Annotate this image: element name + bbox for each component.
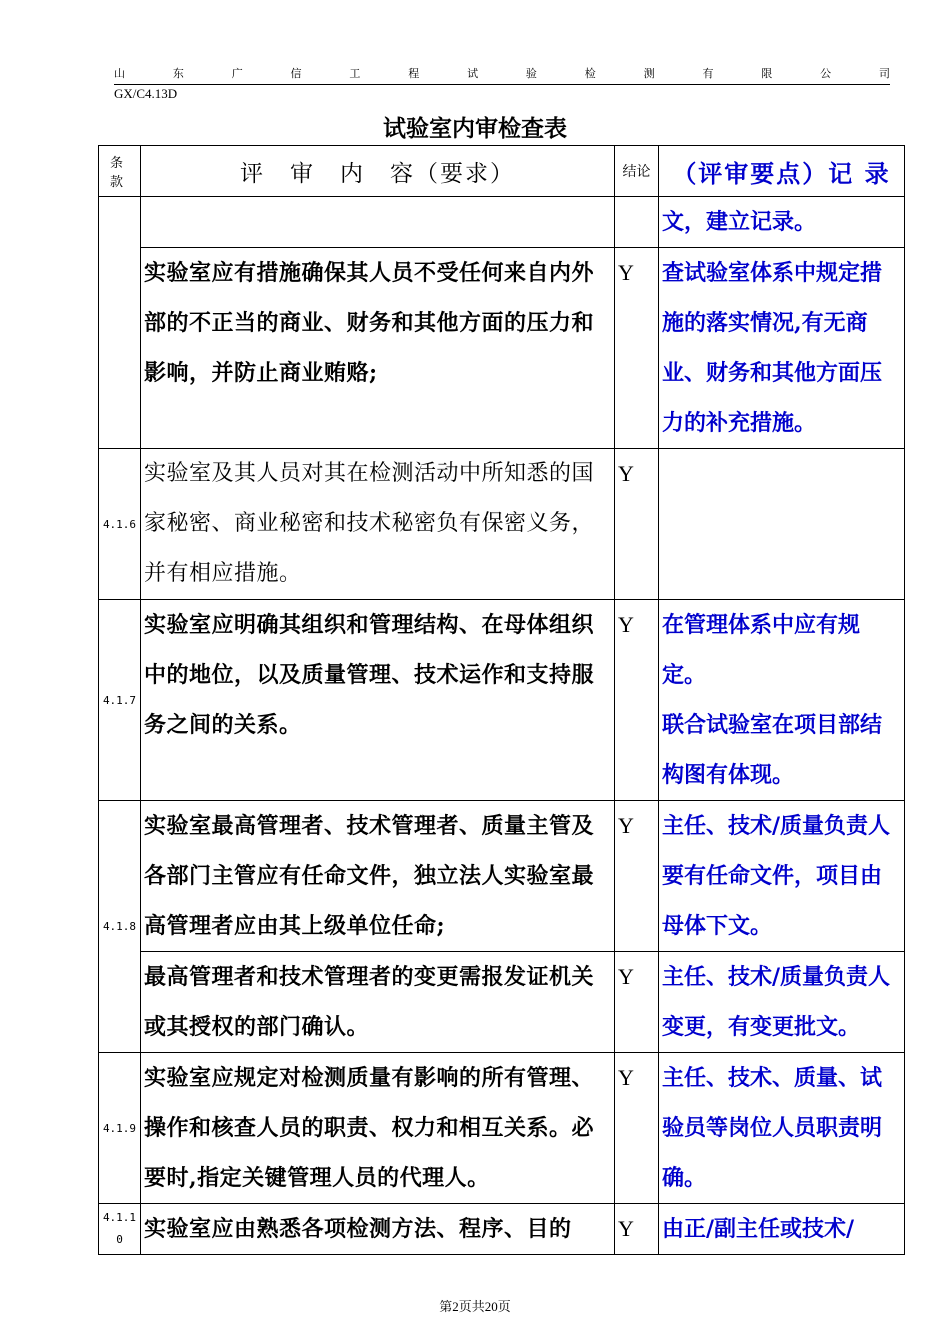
company-char: 信 [290,67,302,80]
record-cell [659,600,905,801]
requirement-cell: 实验室最高管理者、技术管理者、质量主管及各部门主管应有任命文件，独立法人实验室最高管理者应由其上级单位任命; [141,801,615,952]
table-row [99,1204,905,1255]
company-char: 测 [643,67,655,80]
document-code: GX/C4.13D [114,86,178,101]
table-row [99,248,905,449]
record-cell: 主任、技术/质量负责人要有任命文件，项目由母体下文。 [659,801,905,952]
table-row [99,801,905,952]
company-char: 程 [408,67,420,80]
company-char: 有 [702,67,714,80]
conclusion-cell: Y [615,801,659,952]
header-content: 评 审 内 容（要求） [141,146,615,197]
table-row [99,600,905,801]
conclusion-cell: Y [615,449,659,600]
requirement-cell [141,197,615,248]
table-row [99,197,905,248]
requirement-cell: 实验室应有措施确保其人员不受任何来自内外部的不正当的商业、财务和其他方面的压力和影响，并防止商业贿赂; [141,248,615,449]
table-row [99,1053,905,1204]
record-line: 联合试验室在项目部结构图有体现。 [662,712,883,788]
clause-cell: 4.1.9 [99,1053,141,1204]
company-char: 公 [820,67,832,80]
company-char: 广 [231,67,243,80]
requirement-cell: 实验室应由熟悉各项检测方法、程序、目的 [141,1204,615,1255]
conclusion-cell: Y [615,1053,659,1204]
clause-cell: 4.1.8 [99,801,141,1053]
clause-cell: 4.1.6 [99,449,141,600]
clause-cell: 4.1.10 [99,1204,141,1255]
header-record: （评审要点）记 录 [659,146,905,197]
conclusion-cell: Y [615,600,659,801]
company-char: 工 [349,67,361,80]
conclusion-cell [615,197,659,248]
conclusion-cell: Y [615,952,659,1053]
header-conclusion: 结论 [615,146,659,197]
requirement-cell: 实验室应规定对检测质量有影响的所有管理、操作和核查人员的职责、权力和相互关系。必要时,指定关键管理人员的代理人。 [141,1053,615,1204]
company-char: 试 [467,67,479,80]
company-char: 检 [584,67,596,80]
company-name [114,64,890,85]
header-clause: 条款 [99,146,141,197]
company-char: 验 [525,67,537,80]
clause-cell: 4.1.7 [99,600,141,801]
company-char: 限 [761,67,773,80]
page-title: 试验室内审检查表 [383,115,567,142]
table-row [99,449,905,600]
record-line: 在管理体系中应有规定。 [662,612,861,688]
record-cell: 主任、技术、质量、试验员等岗位人员职责明确。 [659,1053,905,1204]
requirement-cell: 实验室应明确其组织和管理结构、在母体组织中的地位，以及质量管理、技术运作和支持服务之间的关系。 [141,600,615,801]
record-cell: 主任、技术/质量负责人变更，有变更批文。 [659,952,905,1053]
record-cell: 文，建立记录。 [659,197,905,248]
company-char: 司 [878,67,890,80]
checklist-table [98,145,905,1255]
table-row [99,952,905,1053]
clause-cell [99,197,141,449]
company-char: 东 [172,67,184,80]
company-char: 山 [114,67,125,80]
requirement-cell: 实验室及其人员对其在检测活动中所知悉的国家秘密、商业秘密和技术秘密负有保密义务，并有相应措施。 [141,449,615,600]
requirement-cell: 最高管理者和技术管理者的变更需报发证机关或其授权的部门确认。 [141,952,615,1053]
conclusion-cell: Y [615,1204,659,1255]
conclusion-cell: Y [615,248,659,449]
table-header-row [99,146,905,197]
record-cell [659,449,905,600]
record-cell: 由正/副主任或技术/ [659,1204,905,1255]
record-cell: 查试验室体系中规定措施的落实情况,有无商业、财务和其他方面压力的补充措施。 [659,248,905,449]
page-number: 第2页共20页 [439,1299,511,1314]
